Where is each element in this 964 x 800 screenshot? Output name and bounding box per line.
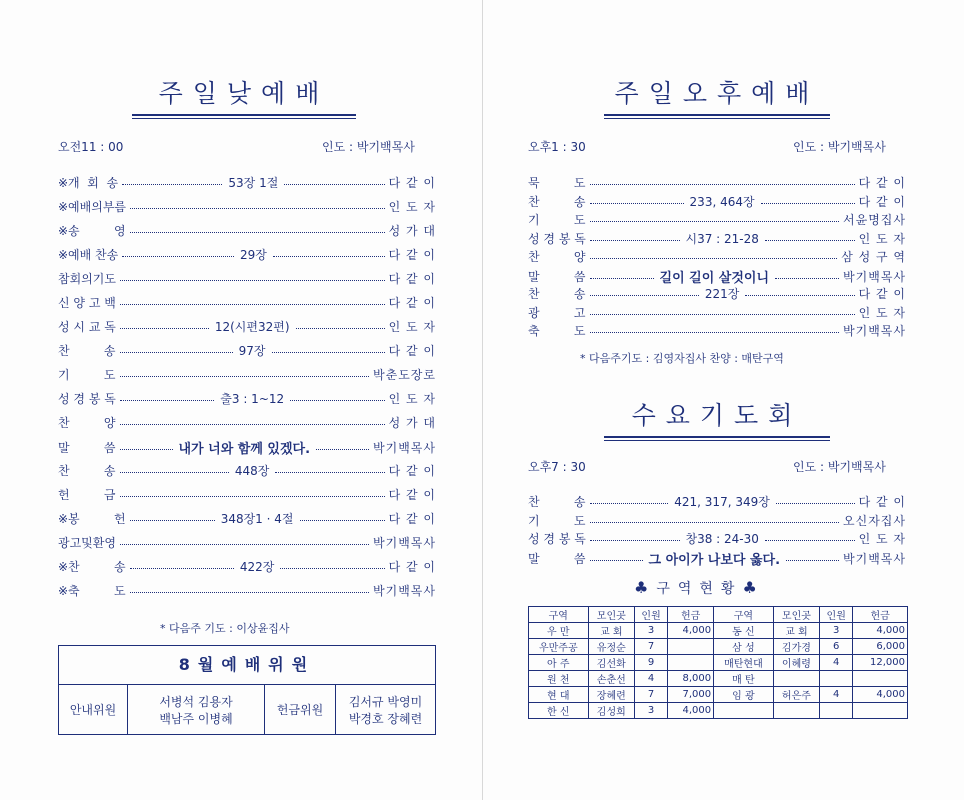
order-item: 성 시 교 독	[58, 320, 116, 334]
leader-dots	[272, 352, 385, 353]
order-item: 찬 양	[528, 250, 586, 264]
table-cell: 3	[820, 623, 853, 639]
leader-dots	[590, 560, 643, 561]
order-item: 성 경 봉 독	[528, 231, 586, 246]
offering-line1: 김서규 박영미	[348, 694, 423, 709]
status-title: 구역현황	[656, 581, 743, 597]
table-cell: 이혜령	[773, 655, 819, 671]
left-leader: 인도 : 박기백목사	[322, 140, 415, 154]
order-row	[58, 558, 436, 575]
leader-dots	[590, 184, 855, 185]
table-cell: 9	[634, 655, 667, 671]
table-row	[529, 623, 908, 639]
leader-dots	[280, 568, 384, 569]
leader-dots	[120, 376, 370, 377]
left-next-prayer: * 다음주 기도 : 이상윤집사	[160, 622, 290, 635]
leader-dots	[130, 568, 234, 569]
leader-dots	[120, 544, 369, 545]
order-responsible: 다 같 이	[388, 464, 437, 478]
order-row	[58, 510, 436, 527]
order-item: ※찬 송	[58, 560, 126, 574]
column-header: 구역	[529, 607, 589, 623]
leader-dots	[590, 503, 669, 504]
table-cell: 임 광	[714, 687, 774, 703]
order-row	[58, 294, 436, 311]
leader-dots	[765, 240, 855, 241]
leader-dots	[590, 278, 654, 279]
order-row	[58, 174, 436, 191]
order-responsible: 다 같 이	[858, 176, 906, 190]
wed-time: 오후7 : 30	[528, 460, 586, 474]
column-header: 구역	[714, 607, 774, 623]
right-time: 오후1 : 30	[528, 140, 586, 154]
order-item: ※봉 헌	[58, 512, 126, 526]
offering-names	[336, 685, 435, 734]
leader-dots	[130, 232, 385, 233]
table-cell	[820, 703, 853, 719]
table-cell: 4	[820, 687, 853, 703]
order-row	[528, 549, 906, 568]
order-row	[58, 414, 436, 431]
order-row	[528, 285, 906, 302]
order-row	[528, 267, 906, 286]
leader-dots	[300, 520, 385, 521]
column-header: 헌금	[853, 607, 908, 623]
leader-dots	[120, 304, 385, 305]
table-cell: 장혜련	[588, 687, 634, 703]
order-item: ※축 도	[58, 584, 126, 598]
column-header: 헌금	[668, 607, 714, 623]
table-cell: 7,000	[668, 687, 714, 703]
club-icon: ♣	[742, 578, 765, 597]
order-row	[58, 534, 436, 551]
order-item: 말 씀	[528, 269, 586, 284]
table-cell: 교 회	[773, 623, 819, 639]
order-row	[58, 582, 436, 599]
order-responsible: 인 도 자	[858, 231, 906, 246]
order-row	[528, 174, 906, 191]
column-header: 인원	[634, 607, 667, 623]
order-responsible: 인 도 자	[388, 392, 437, 406]
order-responsible: 다 같 이	[388, 560, 437, 574]
order-row	[58, 486, 436, 503]
order-responsible: 인 도 자	[388, 200, 436, 214]
order-item: 광 고	[528, 305, 586, 320]
table-cell	[668, 655, 714, 671]
order-detail: 29장	[239, 248, 267, 262]
leader-dots	[122, 184, 222, 185]
order-item: 찬 송	[528, 287, 586, 301]
order-responsible: 박기백목사	[373, 584, 436, 598]
order-row	[58, 222, 436, 239]
table-cell: 7	[634, 639, 667, 655]
table-cell: 7	[634, 687, 667, 703]
order-row	[528, 211, 906, 228]
leader-dots	[745, 295, 854, 296]
order-detail: 422장	[239, 560, 275, 574]
leader-dots	[590, 240, 680, 241]
order-item: 기 도	[58, 368, 116, 382]
order-row	[528, 304, 906, 321]
district-status-table	[528, 606, 908, 719]
order-item: 찬 양	[58, 416, 116, 430]
order-item: ※예배 찬송	[58, 248, 119, 262]
usher-line1: 서병석 김용자	[159, 694, 233, 709]
order-item: 찬 송	[528, 495, 586, 509]
order-responsible: 다 같 이	[388, 176, 436, 190]
order-row	[58, 318, 436, 335]
order-row	[58, 270, 436, 287]
center-fold	[482, 0, 483, 800]
order-item: 묵 도	[528, 176, 586, 190]
table-cell: 4,000	[853, 623, 908, 639]
status-heading	[634, 578, 765, 598]
order-responsible: 오신자집사	[843, 513, 906, 528]
order-responsible: 성 가 대	[388, 416, 436, 430]
leader-dots	[786, 560, 839, 561]
wed-title: 수요기도회	[604, 396, 830, 438]
table-cell: 4,000	[668, 703, 714, 719]
table-cell: 4,000	[668, 623, 714, 639]
table-cell	[714, 703, 774, 719]
leader-dots	[273, 256, 385, 257]
table-row	[529, 639, 908, 655]
order-row	[58, 198, 436, 215]
order-row	[528, 230, 906, 247]
table-cell: 허은주	[773, 687, 819, 703]
order-row	[58, 390, 436, 407]
order-detail: 그 아이가 나보다 옳다.	[648, 552, 781, 568]
table-cell	[853, 703, 908, 719]
table-cell	[853, 671, 908, 687]
table-cell	[773, 703, 819, 719]
order-row	[58, 246, 436, 263]
leader-dots	[122, 256, 234, 257]
club-icon: ♣	[634, 578, 657, 597]
right-next-prayer: * 다음주기도 : 김영자집사 찬양 : 매탄구역	[580, 352, 784, 365]
order-detail: 97장	[238, 344, 266, 358]
leader-dots	[775, 278, 839, 279]
order-row	[58, 342, 436, 359]
order-item: 기 도	[528, 513, 586, 528]
order-item: 성 경 봉 독	[58, 392, 116, 406]
table-cell: 4,000	[853, 687, 908, 703]
order-responsible: 다 같 이	[388, 296, 436, 310]
leader-dots	[590, 258, 838, 259]
order-item: 말 씀	[58, 441, 116, 455]
table-cell	[820, 671, 853, 687]
table-cell: 우만주공	[529, 639, 589, 655]
order-responsible: 박기백목사	[843, 324, 906, 338]
leader-dots	[590, 522, 840, 523]
order-item: 축 도	[528, 324, 586, 338]
order-responsible: 삼 성 구 역	[841, 250, 906, 264]
leader-dots	[290, 400, 384, 401]
order-row	[528, 530, 906, 547]
order-responsible: 다 같 이	[388, 344, 437, 358]
table-cell: 6,000	[853, 639, 908, 655]
leader-dots	[590, 314, 855, 315]
order-item: 광고및환영	[58, 536, 116, 550]
table-cell: 6	[820, 639, 853, 655]
offering-line2: 박경호 장혜련	[348, 711, 423, 726]
order-detail: 창38 : 24-30	[685, 532, 759, 546]
leader-dots	[316, 449, 369, 450]
table-cell: 3	[634, 623, 667, 639]
order-responsible: 서윤명집사	[843, 213, 906, 227]
table-row	[529, 687, 908, 703]
leader-dots	[275, 472, 384, 473]
order-detail: 348장1 · 4절	[220, 512, 294, 526]
order-item: 성 경 봉 독	[528, 532, 586, 546]
table-cell: 김선화	[588, 655, 634, 671]
table-cell: 교 회	[588, 623, 634, 639]
order-responsible: 다 같 이	[858, 287, 907, 301]
table-cell: 김성희	[588, 703, 634, 719]
order-detail: 시37 : 21-28	[685, 231, 759, 246]
table-cell	[668, 639, 714, 655]
order-row	[58, 438, 436, 457]
leader-dots	[120, 424, 385, 425]
table-cell: 원 천	[529, 671, 589, 687]
order-detail: 448장	[234, 464, 270, 478]
order-item: 찬 송	[58, 464, 116, 478]
order-responsible: 박기백목사	[373, 536, 436, 550]
table-row	[529, 703, 908, 719]
table-cell: 4	[820, 655, 853, 671]
table-cell: 8,000	[668, 671, 714, 687]
order-row	[528, 248, 906, 265]
wed-leader: 인도 : 박기백목사	[793, 460, 886, 474]
order-row	[528, 322, 906, 339]
order-item: 찬 송	[58, 344, 116, 358]
order-responsible: 박기백목사	[843, 551, 906, 566]
table-cell: 12,000	[853, 655, 908, 671]
table-cell: 아 주	[529, 655, 589, 671]
table-cell: 김가경	[773, 639, 819, 655]
leader-dots	[296, 328, 385, 329]
order-responsible: 다 같 이	[858, 194, 907, 209]
order-detail: 53장 1절	[228, 176, 279, 190]
leader-dots	[590, 295, 699, 296]
order-detail: 12(시편32편)	[214, 320, 290, 334]
order-responsible: 다 같 이	[858, 495, 906, 509]
offering-label: 헌금위원	[265, 685, 336, 734]
leader-dots	[590, 221, 840, 222]
column-header: 인원	[820, 607, 853, 623]
table-header-row	[529, 607, 908, 623]
order-item: ※송 영	[58, 224, 126, 238]
left-time: 오전11 : 00	[58, 140, 124, 154]
leader-dots	[120, 280, 385, 281]
leader-dots	[120, 400, 214, 401]
order-row	[58, 462, 436, 479]
order-detail: 내가 너와 함께 있겠다.	[178, 442, 311, 457]
table-cell: 4	[634, 671, 667, 687]
left-title: 주일낮예배	[132, 74, 356, 116]
leader-dots	[130, 520, 215, 521]
column-header: 모인곳	[588, 607, 634, 623]
monthly-committee-box	[58, 645, 436, 735]
order-detail: 길이 길이 살것이니	[659, 270, 770, 286]
usher-line2: 백남주 이병혜	[159, 711, 233, 726]
order-row	[528, 193, 906, 210]
table-cell: 유정순	[588, 639, 634, 655]
leader-dots	[120, 496, 385, 497]
leader-dots	[130, 592, 369, 593]
order-responsible: 다 같 이	[388, 248, 436, 262]
order-detail: 출3 : 1~12	[220, 392, 285, 406]
table-cell	[773, 671, 819, 687]
order-responsible: 박춘도장로	[373, 368, 436, 382]
right-leader: 인도 : 박기백목사	[793, 140, 886, 154]
order-responsible: 박기백목사	[843, 269, 907, 284]
order-responsible: 박기백목사	[373, 441, 436, 455]
leader-dots	[120, 472, 229, 473]
monthly-committee-title: 8월예배위원	[59, 646, 435, 685]
table-cell: 삼 성	[714, 639, 774, 655]
order-responsible: 다 같 이	[388, 488, 436, 502]
order-item: 헌 금	[58, 488, 116, 502]
table-row	[529, 671, 908, 687]
table-cell: 매 탄	[714, 671, 774, 687]
table-cell: 동 신	[714, 623, 774, 639]
table-cell: 매탄현대	[714, 655, 774, 671]
order-row	[528, 493, 906, 510]
order-item: ※예배의부름	[58, 200, 127, 214]
order-detail: 221장	[704, 287, 740, 301]
order-responsible: 다 같 이	[388, 512, 437, 526]
table-cell: 3	[634, 703, 667, 719]
table-cell: 한 신	[529, 703, 589, 719]
order-responsible: 인 도 자	[858, 305, 906, 320]
order-item: 말 씀	[528, 551, 586, 566]
leader-dots	[120, 328, 209, 329]
order-responsible: 성 가 대	[388, 224, 436, 238]
order-item: ※개 회 송	[58, 176, 119, 190]
order-responsible: 다 같 이	[388, 272, 436, 286]
column-header: 모인곳	[773, 607, 819, 623]
order-responsible: 인 도 자	[858, 532, 906, 546]
leader-dots	[284, 184, 384, 185]
usher-names	[128, 685, 265, 734]
leader-dots	[590, 332, 840, 333]
usher-label: 안내위원	[59, 685, 128, 734]
order-row	[528, 512, 906, 529]
order-row	[58, 366, 436, 383]
leader-dots	[590, 540, 680, 541]
order-item: 기 도	[528, 213, 586, 227]
order-detail: 421, 317, 349장	[674, 495, 770, 509]
leader-dots	[120, 352, 233, 353]
table-cell: 손춘선	[588, 671, 634, 687]
order-item: 신 양 고 백	[58, 296, 116, 310]
order-responsible: 인 도 자	[388, 320, 436, 334]
table-cell: 현 대	[529, 687, 589, 703]
leader-dots	[776, 503, 855, 504]
leader-dots	[761, 203, 855, 204]
leader-dots	[765, 540, 855, 541]
order-item: 찬 송	[528, 194, 586, 209]
leader-dots	[130, 208, 385, 209]
order-item: 참회의기도	[58, 272, 116, 286]
table-row	[529, 655, 908, 671]
leader-dots	[590, 203, 684, 204]
table-cell: 우 만	[529, 623, 589, 639]
right-title: 주일오후예배	[604, 74, 830, 116]
leader-dots	[120, 449, 173, 450]
order-detail: 233, 464장	[689, 194, 755, 209]
